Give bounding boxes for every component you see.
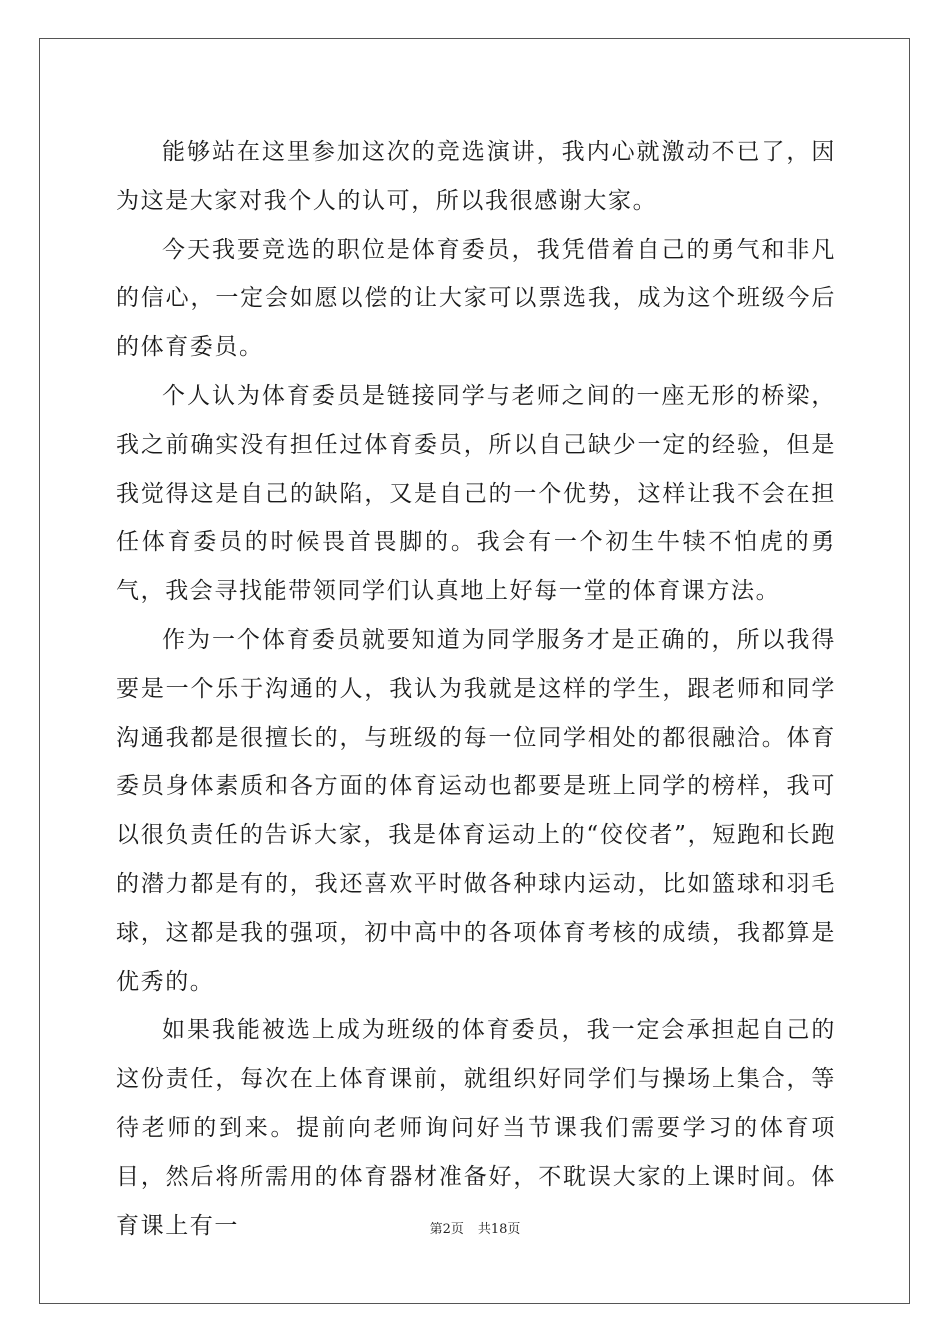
page-number: 第2页 bbox=[429, 1222, 464, 1237]
page-total: 共18页 bbox=[477, 1222, 521, 1237]
paragraph: 能够站在这里参加这次的竞选演讲，我内心就激动不已了，因为这是大家对我个人的认可，所以我很感谢大家。 bbox=[116, 139, 836, 214]
paragraph: 作为一个体育委员就要知道为同学服务才是正确的，所以我得要是一个乐于沟通的人，我认为我就是这样的学生，跟老师和同学沟通我都是很擅长的，与班级的每一位同学相处的都很融洽。体育委员身体素质和各方面的体育运动也都要是班上同学的榜样，我可以很负责任的告诉大家，我是体育运动上的“佼佼者”，短跑和长跑的潜力都是有的，我还喜欢平时做各种球内运动，比如篮球和羽毛球，这都是我的强项，初中高中的各项体育考核的成绩，我都算是优秀的。 bbox=[116, 626, 836, 995]
page-footer bbox=[0, 1218, 950, 1237]
paragraph: 今天我要竞选的职位是体育委员，我凭借着自己的勇气和非凡的信心，一定会如愿以偿的让大家可以票选我，成为这个班级今后的体育委员。 bbox=[116, 236, 836, 361]
paragraph: 个人认为体育委员是链接同学与老师之间的一座无形的桥梁，我之前确实没有担任过体育委员，所以自己缺少一定的经验，但是我觉得这是自己的缺陷，又是自己的一个优势，这样让我不会在担任体育委员的时候畏首畏脚的。我会有一个初生牛犊不怕虎的勇气，我会寻找能带领同学们认真地上好每一堂的体育课方法。 bbox=[116, 382, 836, 605]
paragraph: 如果我能被选上成为班级的体育委员，我一定会承担起自己的这份责任，每次在上体育课前，就组织好同学们与操场上集合，等待老师的到来。提前向老师询问好当节课我们需要学习的体育项目，然后将所需用的体育器材准备好，不耽误大家的上课时间。体育课上有一 bbox=[116, 1017, 836, 1239]
document-body bbox=[116, 128, 836, 1250]
